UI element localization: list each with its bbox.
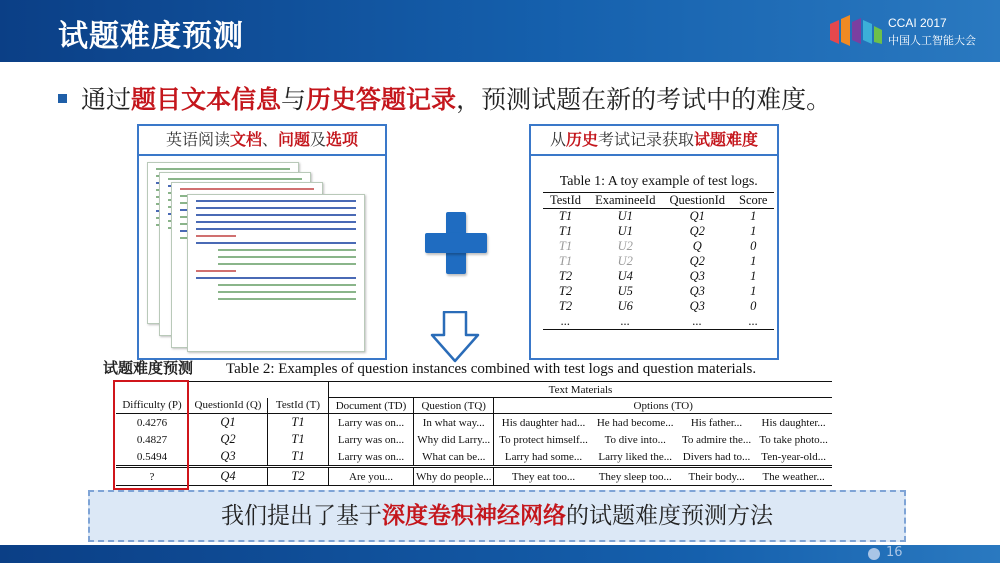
table-row: 0.4276 Q1 T1 Larry was on... In what way... His daughter had... He had become... His father... His daughter... [136, 415, 826, 429]
plus-icon [425, 212, 487, 274]
conclusion-highlight: 深度卷积神经网络 [382, 503, 566, 529]
table-row: T2 U5 Q3 1 [558, 284, 757, 298]
page-title: 试题难度预测 [58, 19, 244, 54]
question-instances-table [116, 381, 832, 486]
footer-bar [0, 545, 1000, 563]
test-logs-caption-mid: 考试记录获取 [598, 130, 695, 149]
table-row-query: ? Q4 T2 Are you... Why do people... They eat too... They sleep too... Their body... The weather... [116, 467, 832, 486]
table-row: T1 U1 Q2 1 [558, 224, 757, 238]
materials-caption-sep: 、 [261, 130, 278, 149]
table1-header: Score [732, 193, 774, 209]
conclusion-post: 的试题难度预测方法 [566, 503, 773, 529]
table2-header: QuestionId (Q) [189, 398, 268, 414]
table1-header: ExamineeId [588, 193, 662, 209]
conclusion-banner [88, 490, 906, 542]
table-row: T1 U2 Q 0 [558, 239, 757, 253]
bullet-highlight-history: 历史答题记录 [306, 85, 457, 114]
test-logs-caption-pre: 从 [549, 130, 566, 149]
table2-header: Document (TD) [329, 398, 414, 414]
bullet-text-post: ，预测试题在新的考试中的难度。 [456, 85, 832, 114]
header-bar [0, 0, 1000, 62]
table2-header: Options (TO) [494, 398, 832, 414]
page-dot-icon [868, 548, 880, 560]
logo-line-2: 中国人工智能大会 [888, 34, 976, 47]
bullet-square-icon [58, 94, 67, 103]
table-row: T2 U6 Q3 0 [558, 299, 757, 313]
test-logs-box [529, 124, 779, 360]
difficulty-column-highlight [113, 380, 189, 490]
table1-caption: Table 1: A toy example of test logs. [559, 174, 758, 189]
materials-caption [139, 126, 385, 156]
materials-caption-mid: 及 [310, 130, 327, 149]
table-row: T2 U4 Q3 1 [558, 269, 757, 283]
table-row: 0.5494 Q3 T1 Larry was on... What can be... Larry had some... Larry liked the... Divers had to... Ten-year-old... [116, 448, 832, 467]
ccai-logo [828, 12, 988, 52]
materials-box [137, 124, 387, 360]
logo-line-1: CCAI 2017 [888, 16, 947, 30]
materials-caption-pre: 英语阅读 [165, 130, 230, 149]
document-stack-image [147, 162, 383, 350]
table2-header: Difficulty (P) [116, 398, 189, 414]
page-number: 16 [886, 545, 903, 560]
bullet-highlight-text-info: 题目文本信息 [131, 85, 282, 114]
conclusion-pre: 我们提出了基于 [221, 503, 382, 529]
materials-caption-document: 文档 [229, 130, 262, 149]
table2-group-header: Text Materials [329, 382, 833, 398]
bullet-point [58, 80, 831, 116]
table-row: T1 U2 Q2 1 [558, 254, 757, 268]
materials-caption-question: 问题 [278, 130, 311, 149]
table2-caption: Table 2: Examples of question instances combined with test logs and question materials. [226, 361, 757, 377]
table-row: 0.4827 Q2 T1 Larry was on... Why did Larry... To protect himself... To dive into... To admire the... To take photo... [136, 432, 828, 446]
test-logs-caption-history: 历史 [565, 130, 598, 149]
table-row: T1 U1 Q1 1 [558, 209, 757, 223]
test-logs-caption [531, 126, 777, 156]
table-row: ... ... ... ... [543, 314, 774, 330]
test-logs-caption-difficulty: 试题难度 [694, 130, 759, 149]
document-page-front [187, 194, 365, 352]
table2-header: Question (TQ) [414, 398, 494, 414]
bullet-text-mid: 与 [281, 85, 307, 114]
table1-header: QuestionId [662, 193, 732, 209]
arrow-down-icon [430, 311, 480, 363]
ccai-logo-icon [828, 14, 884, 48]
test-logs-table [543, 174, 774, 330]
bullet-text-pre: 通过 [81, 85, 132, 114]
prediction-label: 试题难度预测 [103, 359, 194, 377]
table1-header: TestId [543, 193, 588, 209]
table2-header: TestId (T) [268, 398, 329, 414]
materials-caption-options: 选项 [326, 130, 359, 149]
